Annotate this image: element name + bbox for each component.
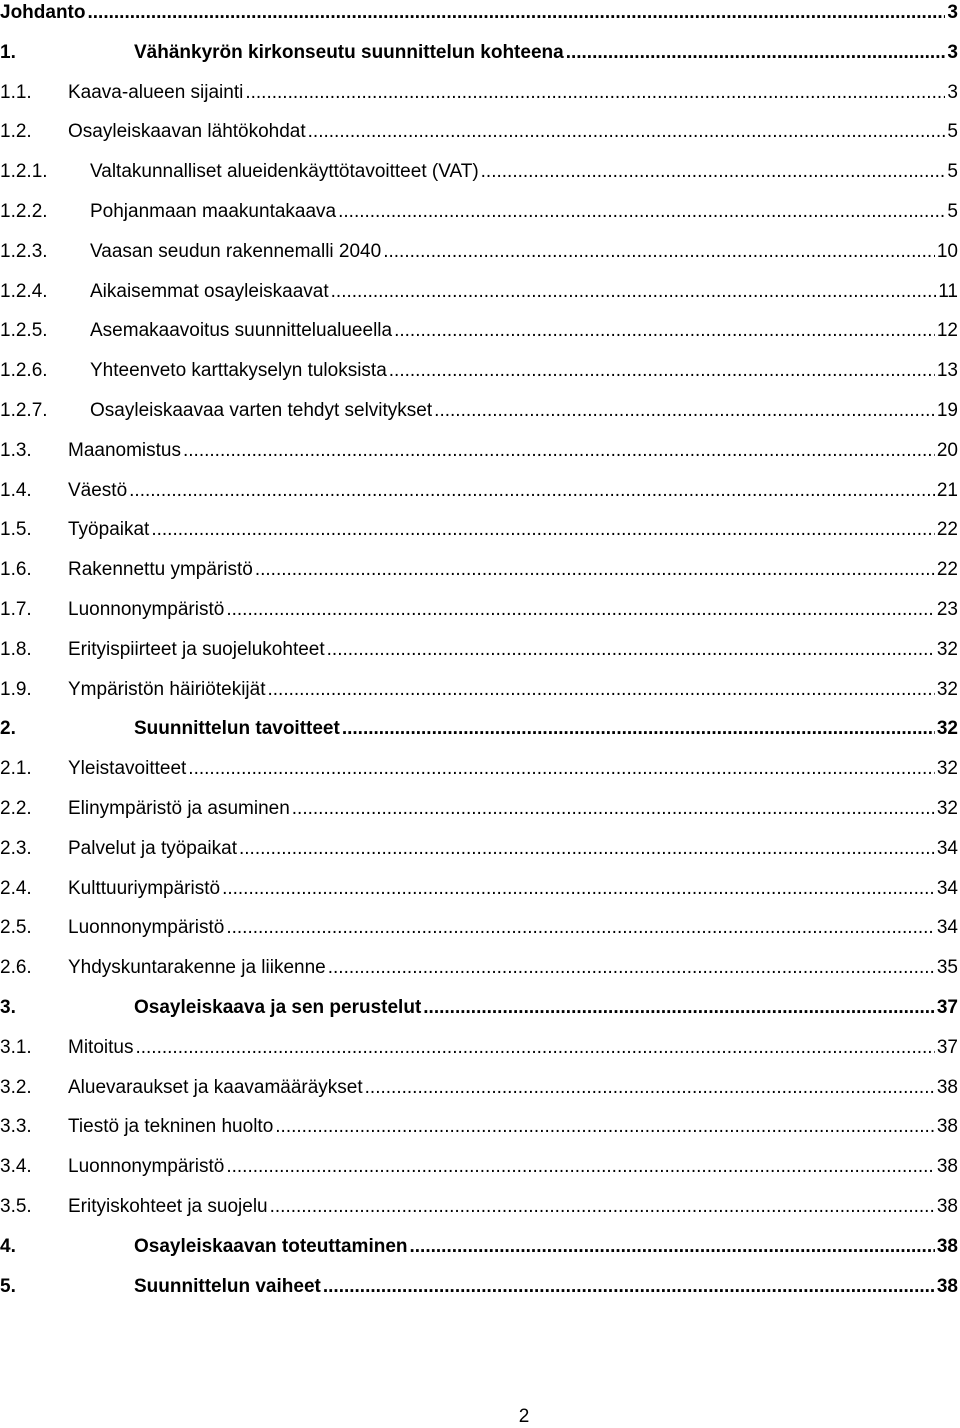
toc-entry[interactable] [0, 280, 958, 304]
toc-leader-dots [410, 1235, 935, 1259]
toc-leader-dots [481, 160, 946, 184]
toc-entry-number: 3. [0, 997, 16, 1018]
toc-entry-page: 32 [936, 678, 958, 700]
toc-entry-page: 38 [936, 1076, 958, 1098]
toc-leader-dots [188, 757, 935, 781]
toc-entry-number: 1.9. [0, 678, 32, 700]
toc-entry-title: Suunnittelun tavoitteet [134, 718, 340, 740]
toc-entry[interactable] [0, 956, 958, 980]
toc-entry-title: Aikaisemmat osayleiskaavat [90, 280, 329, 302]
toc-entry-number: 2.4. [0, 877, 32, 899]
toc-entry-page: 11 [938, 280, 958, 302]
toc-entry-number: 3.1. [0, 1036, 32, 1058]
toc-entry-page: 34 [936, 837, 958, 859]
toc-entry[interactable] [0, 1036, 958, 1060]
toc-entry-page: 34 [936, 877, 958, 899]
toc-entry-number: 1.2.4. [0, 280, 48, 302]
toc-entry-number: 1.8. [0, 638, 32, 660]
toc-entry-page: 32 [936, 638, 958, 660]
toc-entry-number: 3.2. [0, 1076, 32, 1098]
toc-entry-number: 3.3. [0, 1116, 32, 1138]
toc-leader-dots [338, 200, 945, 224]
toc-leader-dots [239, 837, 935, 861]
toc-entry[interactable] [0, 1235, 958, 1259]
toc-entry[interactable] [0, 877, 958, 901]
toc-entry[interactable] [0, 200, 958, 224]
toc-entry[interactable] [0, 1076, 958, 1100]
toc-entry-number: 1.3. [0, 439, 32, 461]
toc-entry[interactable] [0, 399, 958, 423]
toc-leader-dots [328, 956, 935, 980]
toc-entry-title: Pohjanmaan maakuntakaava [90, 201, 337, 222]
toc-entry-title: Mitoitus [68, 1036, 134, 1058]
toc-entry-title: Palvelut ja työpaikat [68, 837, 237, 859]
toc-entry[interactable] [0, 1, 958, 25]
toc-entry[interactable] [0, 598, 958, 622]
toc-entry[interactable] [0, 319, 958, 343]
toc-leader-dots [226, 598, 935, 622]
toc-entry-number: 1.2.6. [0, 360, 48, 382]
toc-entry-number: 2.1. [0, 758, 32, 780]
toc-entry-number: 4. [0, 1235, 16, 1257]
toc-leader-dots [226, 1155, 935, 1179]
toc-entry[interactable] [0, 797, 958, 821]
toc-entry-page: 3 [947, 81, 958, 103]
toc-entry-page: 22 [936, 519, 958, 541]
toc-entry[interactable] [0, 439, 958, 463]
toc-entry-page: 38 [936, 1156, 958, 1178]
toc-entry-title: Vähänkyrön kirkonseutu suunnittelun kohteena [134, 41, 564, 63]
toc-entry-page: 20 [936, 439, 958, 461]
toc-entry[interactable] [0, 479, 958, 503]
toc-entry[interactable] [0, 359, 958, 383]
toc-entry-title: Suunnittelun vaiheet [134, 1275, 321, 1297]
toc-entry-number: 1.6. [0, 559, 32, 581]
page-footer [0, 1406, 960, 1428]
toc-entry-number: 2.6. [0, 957, 32, 979]
toc-leader-dots [245, 81, 945, 105]
toc-entry[interactable] [0, 518, 958, 542]
toc-leader-dots [270, 1195, 935, 1219]
toc-entry-page: 3 [947, 2, 958, 23]
toc-entry-title: Vaasan seudun rakennemalli 2040 [90, 240, 382, 262]
toc-entry-title: Yhteenveto karttakyselyn tuloksista [90, 360, 387, 382]
toc-leader-dots [566, 41, 946, 65]
page-number: 2 [518, 1406, 530, 1427]
toc-entry[interactable] [0, 1275, 958, 1299]
toc-leader-dots [88, 1, 946, 25]
toc-entry-page: 5 [947, 161, 958, 183]
toc-entry[interactable] [0, 1195, 958, 1219]
toc-entry-number: 2.2. [0, 798, 32, 819]
toc-leader-dots [222, 877, 935, 901]
toc-entry-page: 38 [936, 1275, 958, 1297]
toc-entry-title: Osayleiskaavan toteuttaminen [134, 1235, 408, 1257]
toc-entry-number: 2.3. [0, 837, 32, 859]
toc-entry-number: 2.5. [0, 917, 32, 939]
toc-entry-number: 3.4. [0, 1156, 32, 1178]
toc-leader-dots [267, 678, 934, 702]
toc-leader-dots [394, 319, 935, 343]
toc-leader-dots [129, 479, 935, 503]
toc-entry-title: Osayleiskaava ja sen perustelut [134, 997, 422, 1018]
toc-entry-page: 5 [947, 201, 958, 222]
toc-entry[interactable] [0, 81, 958, 105]
toc-entry-number: 1.7. [0, 599, 32, 620]
toc-entry-title: Osayleiskaavan lähtökohdat [68, 121, 306, 143]
toc-entry-page: 38 [936, 1235, 958, 1257]
toc-entry-title: Väestö [68, 479, 128, 501]
toc-entry-page: 38 [936, 1116, 958, 1138]
toc-entry[interactable] [0, 41, 958, 65]
toc-entry-page: 12 [936, 320, 958, 342]
toc-entry-title: Ympäristön häiriötekijät [68, 678, 266, 700]
toc-entry-number: 3.5. [0, 1196, 32, 1217]
toc-entry-page: 5 [947, 121, 958, 143]
toc-entry-number: 1.2.3. [0, 240, 48, 262]
toc-entry-number: 1.2. [0, 121, 32, 143]
toc-entry-number: 1.2.5. [0, 320, 48, 342]
toc-entry-number: 1.2.7. [0, 400, 48, 421]
toc-leader-dots [292, 797, 935, 821]
toc-entry-number: 1.2.2. [0, 201, 48, 222]
toc-entry-title: Yleistavoitteet [68, 758, 187, 780]
toc-entry-title: Tiestö ja tekninen huolto [68, 1116, 274, 1138]
toc-entry-title: Valtakunnalliset alueidenkäyttötavoitteet (VAT) [90, 161, 479, 183]
toc-entry[interactable] [0, 240, 958, 264]
toc-entry-page: 22 [936, 559, 958, 581]
toc-entry[interactable] [0, 638, 958, 662]
toc-entry-number: 5. [0, 1275, 16, 1297]
toc-leader-dots [255, 558, 935, 582]
toc-leader-dots [151, 518, 935, 542]
toc-entry-title: Erityispiirteet ja suojelukohteet [68, 638, 325, 660]
toc-leader-dots [342, 717, 935, 741]
toc-leader-dots [308, 120, 946, 144]
toc-entry-title: Aluevaraukset ja kaavamääräykset [68, 1076, 363, 1098]
toc-entry[interactable] [0, 837, 958, 861]
toc-entry-page: 32 [936, 758, 958, 780]
toc-entry-title: Luonnonympäristö [68, 1156, 225, 1178]
toc-entry-title: Luonnonympäristö [68, 917, 225, 939]
toc-leader-dots [331, 280, 937, 304]
toc-entry[interactable] [0, 160, 958, 184]
toc-entry-page: 10 [936, 240, 958, 262]
toc-entry[interactable] [0, 757, 958, 781]
toc-entry-number: 1.5. [0, 519, 32, 541]
toc-entry[interactable] [0, 1155, 958, 1179]
toc-entry-number: 1.4. [0, 479, 32, 501]
toc-leader-dots [383, 240, 935, 264]
toc-entry-page: 21 [936, 479, 958, 501]
toc-entry-page: 19 [936, 400, 958, 421]
toc-leader-dots [323, 1275, 935, 1299]
toc-entry[interactable] [0, 558, 958, 582]
toc-entry-title: Luonnonympäristö [68, 599, 225, 620]
toc-entry[interactable] [0, 996, 958, 1020]
toc-entry-page: 37 [936, 997, 958, 1018]
toc-entry-number: 2. [0, 718, 16, 740]
toc-leader-dots [183, 439, 935, 463]
toc-entry-page: 32 [936, 718, 958, 740]
toc-entry-page: 35 [936, 957, 958, 979]
toc-leader-dots [327, 638, 935, 662]
toc-entry[interactable] [0, 717, 958, 741]
toc-entry-number: 1. [0, 41, 16, 63]
toc-leader-dots [434, 399, 935, 423]
toc-entry-page: 3 [947, 41, 958, 63]
toc-entry-page: 37 [936, 1036, 958, 1058]
toc-entry-page: 34 [936, 917, 958, 939]
toc-entry-title: Kulttuuriympäristö [68, 877, 221, 899]
toc-leader-dots [389, 359, 935, 383]
toc-leader-dots [365, 1076, 935, 1100]
toc-entry-number: 1.1. [0, 81, 32, 103]
toc-leader-dots [226, 916, 935, 940]
toc-entry[interactable] [0, 120, 958, 144]
toc-leader-dots [275, 1115, 935, 1139]
toc-entry-page: 13 [936, 360, 958, 382]
toc-entry-page: 23 [936, 599, 958, 620]
toc-entry[interactable] [0, 678, 958, 702]
toc-entry-title: Yhdyskuntarakenne ja liikenne [68, 957, 326, 979]
toc-entry[interactable] [0, 1115, 958, 1139]
toc-entry-title: Kaava-alueen sijainti [68, 81, 244, 103]
toc-entry-title: Työpaikat [68, 519, 150, 541]
toc-entry-page: 32 [936, 798, 958, 819]
toc-entry-page: 38 [936, 1196, 958, 1217]
toc-leader-dots [135, 1036, 934, 1060]
toc-entry-title: Osayleiskaavaa varten tehdyt selvitykset [90, 400, 433, 421]
toc-entry-number: 1.2.1. [0, 161, 48, 183]
toc-entry-title: Elinympäristö ja asuminen [68, 798, 290, 819]
toc-entry-title: Rakennettu ympäristö [68, 559, 253, 581]
toc-entry-title: Johdanto [0, 2, 86, 23]
toc-entry[interactable] [0, 916, 958, 940]
toc-entry-title: Maanomistus [68, 439, 181, 461]
toc-leader-dots [423, 996, 935, 1020]
toc-entry-title: Erityiskohteet ja suojelu [68, 1196, 268, 1217]
toc-entry-title: Asemakaavoitus suunnittelualueella [90, 320, 393, 342]
